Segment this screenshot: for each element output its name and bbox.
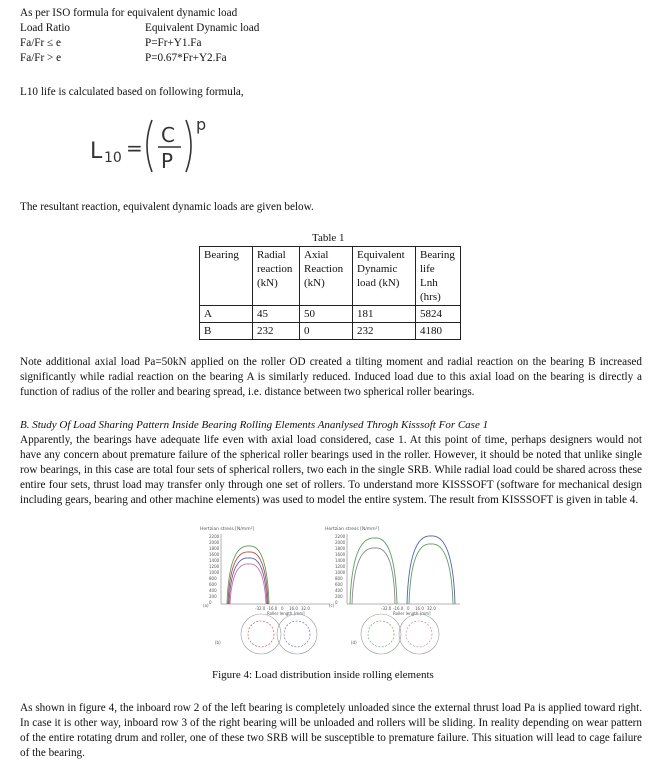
table-row <box>200 306 461 323</box>
svg-text:1600: 1600 <box>209 552 220 557</box>
table-cell: 50 <box>300 306 353 323</box>
svg-text:2000: 2000 <box>209 540 220 545</box>
ratio-row-1: Fa/Fr ≤ e <box>20 37 61 49</box>
curves-left <box>227 546 269 604</box>
table-cell: A <box>200 306 253 323</box>
study-paragraph: Apparently, the bearings have adequate life even with axial load considered, case 1. At this point of time, perhaps designers would not have any concern about premature failure of the spherical roller bearings used in the roller. However, it should be noted that unlike single row bearings, in this case are total four sets of spherical rollers, two each in the single SRB. While radial load could be shared across these entire four sets, thrust load may transfer only through one set of rollers. To understand more KISSSOFT (software for mechanical design including gears, bearing and other machine elements) was used to model the entire system. The result from KISSSOFT is given in table 4. <box>20 434 642 506</box>
formula-lhs: L <box>90 139 103 164</box>
ratio-row-2: Fa/Fr > e <box>20 52 62 64</box>
svg-text:2000: 2000 <box>335 540 346 545</box>
formula-subscript: 10 <box>104 150 122 166</box>
svg-text:0: 0 <box>209 600 212 605</box>
iso-intro-line: As per ISO formula for equivalent dynamic load <box>20 7 238 19</box>
th-life: Bearing life Lnh (hrs) <box>416 247 461 306</box>
table-cell: 181 <box>353 306 416 323</box>
table-cell: 232 <box>353 323 416 340</box>
svg-text:600: 600 <box>209 582 217 587</box>
svg-text:0: 0 <box>335 600 338 605</box>
table-cell: 0 <box>300 323 353 340</box>
panel-b-label: (b) <box>215 640 221 645</box>
curves-right <box>350 536 455 604</box>
svg-text:200: 200 <box>335 594 343 599</box>
svg-text:1600: 1600 <box>335 552 346 557</box>
svg-text:800: 800 <box>335 576 343 581</box>
th-axial: Axial Reaction (kN) <box>300 247 353 306</box>
final-paragraph: As shown in figure 4, the inboard row 2 of the left bearing is completely unloaded since the external thrust load Pa is applied toward right. In case it is other way, inboard row 3 of the right bearing will be unloaded and rollers will be sliding. In reality depending on wear pattern of the entire rotating drum and roller, one of these two SRB will be susceptible to premature failure. This situation will lead to cage failure of the bearing. <box>20 702 642 759</box>
formula-row-1: P=Fr+Y1.Fa <box>145 37 202 49</box>
yticks-left <box>209 534 220 605</box>
svg-text:200: 200 <box>209 594 217 599</box>
equivalent-load-header: Equivalent Dynamic load <box>145 22 260 34</box>
table-row <box>200 323 461 340</box>
note-paragraph: Note additional axial load Pa=50kN applied on the roller OD created a tilting moment and radial reaction on the bearing B increased significantly while radial reaction on the bearing A is similarly reduced. Induced load due to this axial load on the bearing is directly a function of radius of the roller and bearing spread, i.e. distance between two spherical roller bearings. <box>20 356 642 398</box>
section-subheading: B. Study Of Load Sharing Pattern Inside Bearing Rolling Elements Ananlysed Throgh Kisssoft For Case 1 <box>20 419 489 431</box>
formula-exponent: p <box>196 115 207 134</box>
svg-text:1400: 1400 <box>209 558 220 563</box>
panel-c-label: (c) <box>329 603 335 608</box>
load-distribution-figure <box>195 524 465 664</box>
roller-circles-b <box>241 614 317 654</box>
svg-text:32.0: 32.0 <box>301 606 310 611</box>
svg-text:1800: 1800 <box>209 546 220 551</box>
formula-denominator: P <box>161 149 174 173</box>
th-radial: Radial reaction (kN) <box>253 247 300 306</box>
svg-text:-16.0: -16.0 <box>267 606 278 611</box>
formula-numerator: C <box>161 123 175 147</box>
svg-text:1400: 1400 <box>335 558 346 563</box>
roller-circles-d <box>361 614 439 654</box>
svg-text:-32.0: -32.0 <box>381 606 392 611</box>
xlabel-right: Roller length [mm] <box>393 611 431 616</box>
svg-text:2200: 2200 <box>209 534 220 539</box>
resultant-text: The resultant reaction, equivalent dynamic loads are given below. <box>20 201 314 213</box>
svg-text:1000: 1000 <box>209 570 220 575</box>
ylabel-right: Hertzian stress [N/mm²] <box>325 527 380 532</box>
table-cell: 4180 <box>416 323 461 340</box>
formula-row-2: P=0.67*Fr+Y2.Fa <box>145 52 227 64</box>
load-ratio-header: Load Ratio <box>20 22 71 34</box>
svg-text:-32.0: -32.0 <box>255 606 266 611</box>
svg-text:800: 800 <box>209 576 217 581</box>
table-cell: 232 <box>253 323 300 340</box>
table-cell: 5824 <box>416 306 461 323</box>
th-equivalent: Equivalent Dynamic load (kN) <box>353 247 416 306</box>
panel-d-label: (d) <box>351 640 357 645</box>
ylabel-left: Hertzian stress [N/mm²] <box>200 527 255 532</box>
table-caption: Table 1 <box>312 232 345 244</box>
figure-caption: Figure 4: Load distribution inside rolling elements <box>212 669 434 681</box>
svg-text:1200: 1200 <box>209 564 220 569</box>
xlabel-left: Roller length [mm] <box>267 611 305 616</box>
svg-text:-16.0: -16.0 <box>393 606 404 611</box>
svg-text:0: 0 <box>281 606 284 611</box>
svg-text:16.0: 16.0 <box>289 606 298 611</box>
svg-text:400: 400 <box>209 588 217 593</box>
svg-text:1000: 1000 <box>335 570 346 575</box>
svg-text:600: 600 <box>335 582 343 587</box>
panel-a-label: (a) <box>203 603 209 608</box>
svg-text:32.0: 32.0 <box>427 606 436 611</box>
svg-text:16.0: 16.0 <box>415 606 424 611</box>
results-table <box>199 246 461 340</box>
th-bearing: Bearing <box>200 247 253 306</box>
svg-text:1200: 1200 <box>335 564 346 569</box>
yticks-right <box>335 534 346 605</box>
svg-text:0: 0 <box>407 606 410 611</box>
table-cell: 45 <box>253 306 300 323</box>
svg-text:2200: 2200 <box>335 534 346 539</box>
l10-intro-text: L10 life is calculated based on following formula, <box>20 86 244 98</box>
table-cell: B <box>200 323 253 340</box>
svg-text:1800: 1800 <box>335 546 346 551</box>
svg-text:400: 400 <box>335 588 343 593</box>
svg-text:=: = <box>126 136 143 160</box>
table-header-row <box>200 247 461 306</box>
l10-formula <box>88 114 228 176</box>
